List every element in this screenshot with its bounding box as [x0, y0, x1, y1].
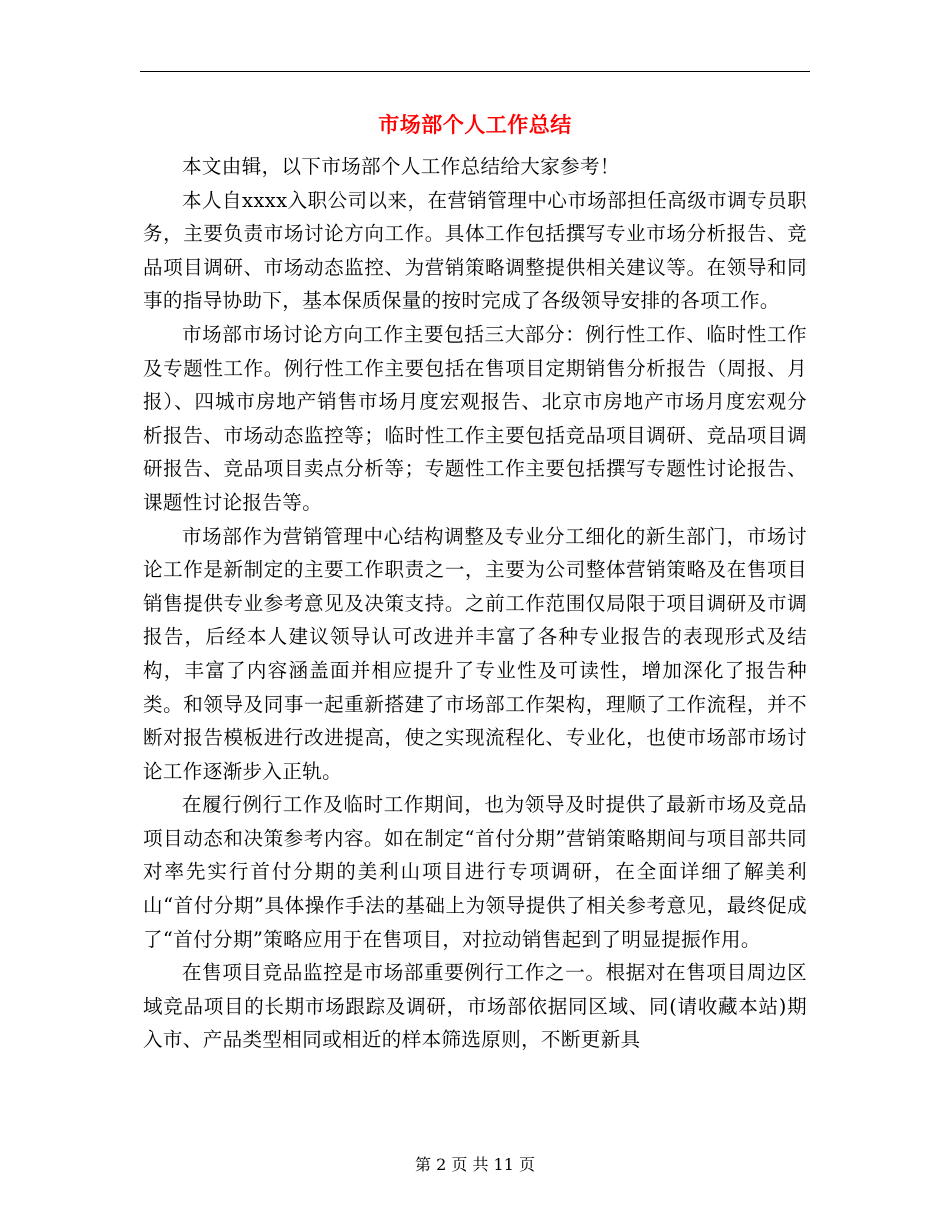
body-paragraph: 在履行例行工作及临时工作期间，也为领导及时提供了最新市场及竞品项目动态和决策参考内容。如在制定“首付分期”营销策略期间与项目部共同对率先实行首付分期的美利山项目进行专项调研，在全面详细了解美利山“首付分期”具体操作手法的基础上为领导提供了相关参考意见，最终促成了“首付分期”策略应用于在售项目，对拉动销售起到了明显提振作用。 [143, 793, 807, 951]
document-body [143, 150, 807, 1057]
intro-paragraph: 本文由辑，以下市场部个人工作总结给大家参考！ [182, 155, 620, 178]
header-rule [140, 71, 810, 72]
body-paragraph: 在售项目竞品监控是市场部重要例行工作之一。根据对在售项目周边区域竞品项目的长期市场跟踪及调研，市场部依据同区域、同(请收藏本站)期入市、产品类型相同或相近的样本筛选原则，不断更新具 [143, 961, 807, 1052]
body-paragraph: 市场部市场讨论方向工作主要包括三大部分：例行性工作、临时性工作及专题性工作。例行性工作主要包括在售项目定期销售分析报告（周报、月报）、四城市房地产销售市场月度宏观报告、北京市房地产市场月度宏观分析报告、市场动态监控等；临时性工作主要包括竞品项目调研、竞品项目调研报告、竞品项目卖点分析等；专题性工作主要包括撰写专题性讨论报告、课题性讨论报告等。 [143, 322, 807, 514]
body-paragraph: 本人自xxxx入职公司以来，在营销管理中心市场部担任高级市调专员职务，主要负责市场讨论方向工作。具体工作包括撰写专业市场分析报告、竞品项目调研、市场动态监控、为营销策略调整提供相关建议等。在领导和同事的指导协助下，基本保质保量的按时完成了各级领导安排的各项工作。 [143, 188, 807, 313]
body-paragraph: 市场部作为营销管理中心结构调整及专业分工细化的新生部门，市场讨论工作是新制定的主要工作职责之一，主要为公司整体营销策略及在售项目销售提供专业参考意见及决策支持。之前工作范围仅局限于项目调研及市调报告，后经本人建议领导认可改进并丰富了各种专业报告的表现形式及结构，丰富了内容涵盖面并相应提升了专业性及可读性，增加深化了报告种类。和领导及同事一起重新搭建了市场部工作架构，理顺了工作流程，并不断对报告模板进行改进提高，使之实现流程化、专业化，也使市场部市场讨论工作逐渐步入正轨。 [143, 524, 807, 783]
page-number-footer: 第 2 页 共 11 页 [415, 1155, 535, 1174]
document-title: 市场部个人工作总结 [378, 112, 572, 137]
